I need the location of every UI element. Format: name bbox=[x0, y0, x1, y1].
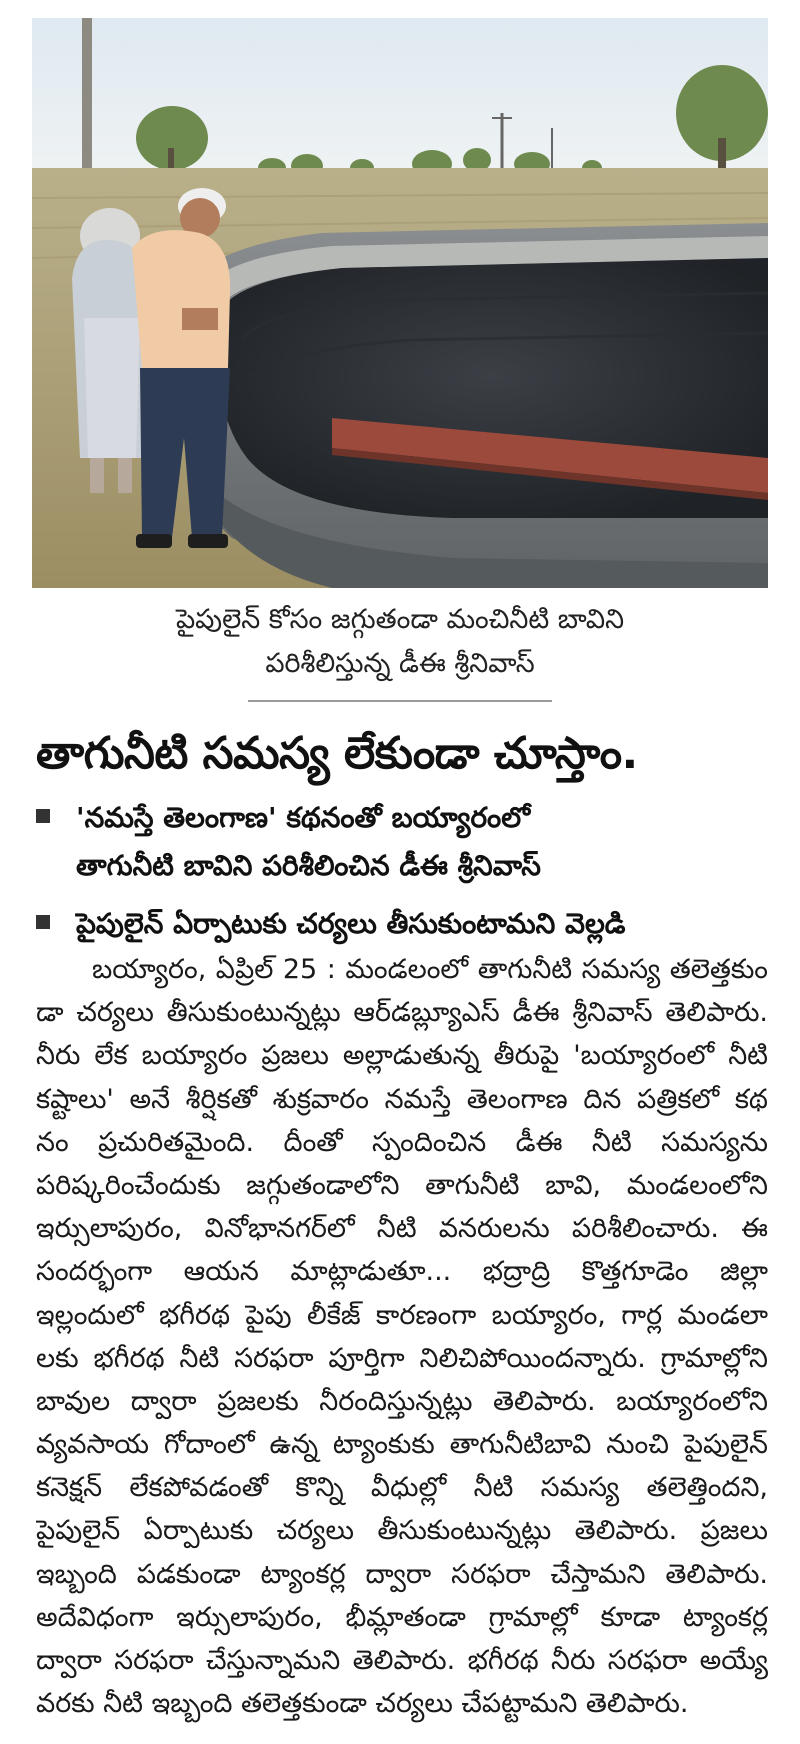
bullet-1-line-1: 'నమస్తే తెలంగాణ' కథనంతో బయ్యారంలో bbox=[76, 801, 531, 834]
bullet-square-icon bbox=[36, 915, 50, 929]
body-line: నీరు లేక బయ్యారం ప్రజలు అల్లాడుతున్న తీరుపై 'బయ్యారంలో నీటి bbox=[36, 1040, 768, 1072]
body-line: పైపులైన్ ఏర్పాటుకు చర్యలు తీసుకుంటున్నట్లు తెలిపారు. ప్రజలు bbox=[36, 1515, 768, 1547]
bullet-2-line-1: పైపులైన్ ఏర్పాటుకు చర్యలు తీసుకుంటామని వెల్లడి bbox=[76, 907, 626, 940]
article-body bbox=[36, 948, 768, 1725]
body-line: ఇల్లందులో భగీరథ పైపు లీకేజ్ కారణంగా బయ్యారం, గార్ల మండలా bbox=[36, 1299, 768, 1331]
sub-headline-bullet-2 bbox=[36, 904, 776, 944]
body-line: కనెక్షన్ లేకపోవడంతో కొన్ని వీధుల్లో నీటి సమస్య తలెత్తిందని, bbox=[36, 1472, 768, 1504]
body-line: డా చర్యలు తీసుకుంటున్నట్లు ఆర్‌డబ్ల్యూఎస్ డీఈ శ్రీనివాస్ తెలిపారు. bbox=[36, 997, 768, 1029]
body-line: ద్వారా సరఫరా చేస్తున్నామని తెలిపారు. భగీరథ నీరు సరఫరా అయ్యే bbox=[36, 1645, 768, 1676]
well-inspection-photo bbox=[32, 18, 768, 588]
body-line: పరిష్కరించేందుకు జగ్గుతండాలోని తాగునీటి బావి, మండలంలోని bbox=[36, 1169, 768, 1201]
photo-caption-line-1: పైపులైన్ కోసం జగ్గుతండా మంచినీటి బావిని bbox=[175, 604, 625, 635]
body-line: లకు భగీరథ నీటి సరఫరా పూర్తిగా నిలిచిపోయిందన్నారు. గ్రామాల్లోని bbox=[36, 1342, 768, 1374]
bullet-square-icon bbox=[36, 809, 50, 823]
photo-caption-line-2: పరిశీలిస్తున్న డీఈ శ్రీనివాస్ bbox=[265, 648, 535, 679]
body-line: నం ప్రచురితమైంది. దీంతో స్పందించిన డీఈ నీటి సమస్యను bbox=[36, 1126, 768, 1158]
article-headline: తాగునీటి సమస్య లేకుండా చూస్తాం. bbox=[36, 728, 638, 779]
caption-divider bbox=[248, 700, 552, 702]
sub-headline-bullet-1 bbox=[36, 798, 776, 838]
body-line: వరకు నీటి ఇబ్బంది తలెత్తకుండా చర్యలు చేపట్టామని తెలిపారు. bbox=[36, 1688, 689, 1720]
body-line: అదేవిధంగా ఇర్సులాపురం, భీమ్లాతండా గ్రామాల్లో కూడా ట్యాంకర్ల bbox=[36, 1601, 768, 1633]
body-line: బావుల ద్వారా ప్రజలకు నీరందిస్తున్నట్లు తెలిపారు. బయ్యారంలోని bbox=[36, 1385, 768, 1417]
bullet-1-line-2: తాగునీటి బావిని పరిశీలించిన డీఈ శ్రీనివాస్ bbox=[76, 849, 541, 882]
body-line: బయ్యారం, ఏప్రిల్ 25 : మండలంలో తాగునీటి సమస్య తలెత్తకుం bbox=[92, 954, 768, 985]
body-line: వ్యవసాయ గోదాంలో ఉన్న ట్యాంకుకు తాగునీటిబావి నుంచి పైపులైన్ bbox=[36, 1429, 768, 1461]
article-photo bbox=[32, 18, 768, 588]
body-line: సందర్భంగా ఆయన మాట్లాడుతూ... భద్రాద్రి కొత్తగూడెం జిల్లా bbox=[36, 1256, 768, 1288]
body-line: ఇర్సులాపురం, వినోభానగర్‌లో నీటి వనరులను పరిశీలించారు. ఈ bbox=[36, 1213, 768, 1245]
body-line: కష్టాలు' అనే శీర్షికతో శుక్రవారం నమస్తే తెలంగాణ దిన పత్రికలో కథ bbox=[36, 1083, 768, 1115]
body-line: ఇబ్బంది పడకుండా ట్యాంకర్ల ద్వారా సరఫరా చేస్తామని తెలిపారు. bbox=[36, 1558, 768, 1590]
